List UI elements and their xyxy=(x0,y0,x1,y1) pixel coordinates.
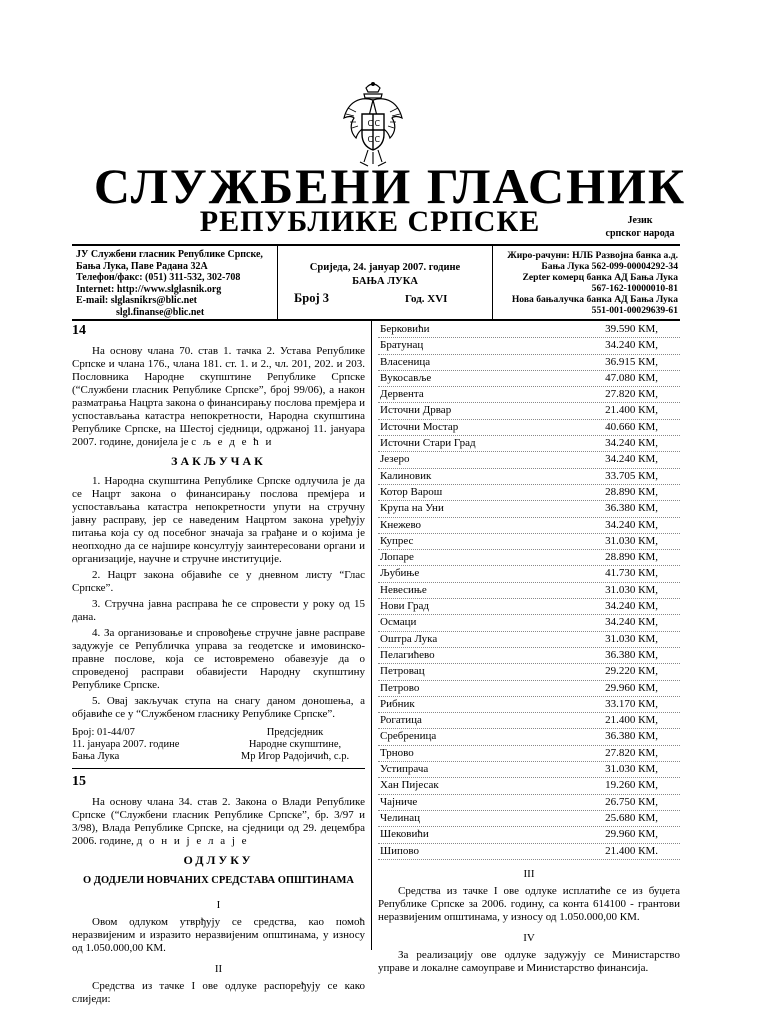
publisher-name: ЈУ Службени гласник Републике Српске, xyxy=(76,249,263,260)
municipality-amount: 27.820 КМ, xyxy=(605,388,658,401)
municipality-row xyxy=(378,534,680,550)
municipality-row xyxy=(378,550,680,566)
right-column xyxy=(378,322,680,978)
municipality-amount: 41.730 КМ, xyxy=(605,567,658,580)
doc15-section-4-number: IV xyxy=(523,931,535,944)
municipality-name: Трново xyxy=(380,746,414,759)
municipality-row xyxy=(378,387,680,403)
municipality-amount: 34.240 КМ, xyxy=(605,518,658,531)
municipality-name: Источни Дрвар xyxy=(380,404,452,417)
municipality-name: Невесиње xyxy=(380,583,427,596)
municipality-amount: 28.890 КМ, xyxy=(605,551,658,564)
doc15-section-4: За реализацију ове одлуке задужују се Министарство управе и локалне самоуправе и Министарство финансија. xyxy=(378,948,680,974)
publisher-email[interactable]: E-mail: slglasnikrs@blic.net xyxy=(76,295,197,306)
municipality-amount: 29.960 КМ, xyxy=(605,828,658,841)
municipality-amount: 26.750 КМ, xyxy=(605,795,658,808)
municipality-amount: 34.240 КМ, xyxy=(605,453,658,466)
municipality-name: Вукосавље xyxy=(380,371,432,384)
language-note xyxy=(590,214,690,240)
info-divider-left xyxy=(277,246,278,319)
municipality-amount: 31.030 КМ, xyxy=(605,534,658,547)
publisher-website[interactable]: Internet: http://www.slglasnik.org xyxy=(76,283,222,295)
municipality-row xyxy=(378,844,680,860)
issue-date: Сриједа, 24. јануар 2007. године xyxy=(309,262,461,273)
municipality-row xyxy=(378,322,680,338)
municipality-row xyxy=(378,648,680,664)
municipality-name: Источни Стари Град xyxy=(380,437,476,450)
municipality-name: Дервента xyxy=(380,388,424,401)
municipality-amount: 31.030 КМ, xyxy=(605,583,658,596)
doc15-section-1-number: I xyxy=(216,899,221,911)
municipality-name: Берковићи xyxy=(380,323,430,335)
municipality-name: Братунац xyxy=(380,339,424,352)
municipality-amount: 19.260 КМ, xyxy=(605,779,658,792)
municipality-row xyxy=(378,664,680,680)
municipality-name: Крупа на Уни xyxy=(380,502,444,515)
municipality-name: Шипово xyxy=(380,844,419,857)
municipality-name: Љубиње xyxy=(380,567,420,580)
doc15-section-2-number: II xyxy=(214,963,223,975)
svg-text:С: С xyxy=(367,119,374,128)
municipality-amount: 34.240 КМ, xyxy=(605,437,658,450)
municipality-allocation-list xyxy=(378,322,680,860)
municipality-row xyxy=(378,762,680,778)
doc14-heading: ЗАКЉУЧАК xyxy=(171,454,266,468)
signatory-body: Народне скупштине, xyxy=(248,739,342,750)
municipality-name: Власеница xyxy=(380,355,431,368)
bank-account-line: 567-162-10000010-81 xyxy=(591,283,678,294)
gazette-title: СЛУЖБЕНИ ГЛАСНИК xyxy=(93,158,687,214)
municipality-amount: 25.680 КМ, xyxy=(605,811,658,824)
municipality-name: Језеро xyxy=(380,453,410,466)
doc14-point-2: 2. Нацрт закона објавиће се у дневном листу “Глас Српске”. xyxy=(72,569,365,594)
doc15-subheading: О ДОДЈЕЛИ НОВЧАНИХ СРЕДСТАВА ОПШТИНАМА xyxy=(83,875,354,886)
municipality-name: Котор Варош xyxy=(380,485,443,498)
municipality-name: Петровац xyxy=(380,665,425,678)
municipality-amount: 40.660 КМ, xyxy=(605,420,658,433)
publisher-phone: Телефон/факс: (051) 311-532, 302-708 xyxy=(76,272,241,283)
municipality-row xyxy=(378,729,680,745)
doc15-intro-tail: д о н и ј е л а ј е xyxy=(136,835,249,847)
bank-accounts xyxy=(478,250,678,316)
doc14-point-1: 1. Народна скупштина Републике Српске одлучила је да се Нацрт закона о финансирању послова премјера и успостављања катастра непокретности упути на стручну јавну расправу, јер се наведеним Нацртом закона уређују питања која су од посебног значаја за грађане и о којима је неопходно да се најшире консултују заинтересовани органи и организације, научне и стручне институције. xyxy=(72,475,365,565)
municipality-row xyxy=(378,827,680,843)
svg-text:С: С xyxy=(374,135,381,144)
municipality-row xyxy=(378,632,680,648)
coat-of-arms-emblem xyxy=(340,78,406,170)
municipality-amount: 29.960 КМ, xyxy=(605,681,658,694)
municipality-name: Сребреница xyxy=(380,730,437,743)
municipality-row xyxy=(378,436,680,452)
municipality-name: Шековићи xyxy=(380,828,429,841)
municipality-row xyxy=(378,501,680,517)
doc14-intro-tail: с љ е д е ћ и xyxy=(191,436,274,448)
municipality-name: Хан Пијесак xyxy=(380,779,439,792)
doc14-intro-text: На основу члана 70. став 1. тачка 2. Устава Републике Српске и члана 176., члана 181. ст. 1. и 2., чл. 201, 202. и 203. Пословника Народне скупштине Републике Српске (“Службени гласник Републике Српске”, број 99/06), а након разматрања Нацрта закона о финансирању послова премјера и успостављања катастра непокретности, Народна скупштина Републике Српске, на Шестој сједници, одржаној 11. јануара 2007. године, донијела је xyxy=(72,345,365,448)
section-separator xyxy=(72,768,365,769)
doc15-intro-text: На основу члана 34. став 2. Закона о Влади Републике Српске (“Службени гласник Републике Српске”, бр. 3/97 и 3/98), Влада Републике Српске, на сједници од 29. децембра 2006. године, xyxy=(72,796,365,847)
doc14-point-5: 5. Овај закључак ступа на снагу даном доношења, а објавиће се у “Службеном гласнику Републике Српске”. xyxy=(72,695,365,720)
document-number-14: 14 xyxy=(72,323,86,338)
doc14-point-4: 4. За организовање и спровођење стручне јавне расправе задужује се Републичка управа за геодетске и имовинско-правне послове, која се истовремено обавезује да о спроведеној расправи обавијести Народну скупштину Републике Српске. xyxy=(72,627,365,691)
issue-info xyxy=(280,261,490,305)
municipality-amount: 21.400 КМ. xyxy=(605,844,658,857)
municipality-name: Нови Град xyxy=(380,600,429,613)
bank-account-line: Жиро-рачуни: НЛБ Развојна банка а.д. xyxy=(507,250,678,261)
municipality-name: Оштра Лука xyxy=(380,632,438,645)
issue-year: Год. XVI xyxy=(405,293,448,305)
doc15-intro xyxy=(72,796,365,848)
doc15-section-2: Средства из тачке I ове одлуке распоређују се како слиједи: xyxy=(72,980,365,1005)
municipality-row xyxy=(378,355,680,371)
doc14-intro xyxy=(72,345,365,449)
municipality-name: Кнежево xyxy=(380,518,422,531)
municipality-name: Купрес xyxy=(380,534,414,547)
municipality-amount: 47.080 КМ, xyxy=(605,371,658,384)
bank-account-line: Zepter комерц банка АД Бања Лука xyxy=(522,272,678,283)
municipality-amount: 21.400 КМ, xyxy=(605,404,658,417)
municipality-row xyxy=(378,599,680,615)
doc15-section-1: Овом одлуком утврђују се средства, као помоћ неразвијеним и изразито неразвијеним општинама, у износу од 1.050.000,00 КМ. xyxy=(72,916,365,954)
municipality-row xyxy=(378,518,680,534)
bank-account-line: 551-001-00029639-61 xyxy=(591,305,678,316)
municipality-amount: 27.820 КМ, xyxy=(605,746,658,759)
signatory-name: Мр Игор Радојичић, с.р. xyxy=(240,751,350,762)
municipality-row xyxy=(378,615,680,631)
municipality-row xyxy=(378,566,680,582)
column-divider xyxy=(371,320,372,950)
municipality-amount: 36.380 КМ, xyxy=(605,730,658,743)
issue-number: Број 3 xyxy=(294,291,330,305)
svg-text:С: С xyxy=(367,135,374,144)
signatory-title: Предсједник xyxy=(266,727,324,738)
municipality-amount: 36.380 КМ, xyxy=(605,648,658,661)
municipality-row xyxy=(378,795,680,811)
municipality-name: Чајниче xyxy=(380,795,418,808)
municipality-amount: 21.400 КМ, xyxy=(605,714,658,727)
municipality-row xyxy=(378,485,680,501)
doc15-section-3-number: III xyxy=(523,867,535,880)
municipality-row xyxy=(378,371,680,387)
municipality-amount: 36.915 КМ, xyxy=(605,355,658,368)
doc14-reference xyxy=(72,727,212,763)
municipality-amount: 31.030 КМ, xyxy=(605,763,658,776)
doc14-signature-block xyxy=(72,727,365,763)
municipality-row xyxy=(378,713,680,729)
municipality-amount: 34.240 КМ, xyxy=(605,339,658,352)
gazette-subtitle: РЕПУБЛИКЕ СРПСКЕ xyxy=(199,205,541,238)
municipality-row xyxy=(378,452,680,468)
municipality-amount: 33.705 КМ, xyxy=(605,469,658,482)
doc15-section-3: Средства из тачке I ове одлуке исплатиће се из буџета Републике Српске за 2006. годину, са конта 614100 - грантови неразвијеним општинама, у износу од 1.050.000,00 КМ. xyxy=(378,884,680,923)
bank-account-line: Нова бањалучка банка АД Бања Лука xyxy=(511,294,678,305)
doc14-ref-place: Бања Лука xyxy=(72,751,120,762)
municipality-name: Рогатица xyxy=(380,714,422,727)
municipality-name: Рибник xyxy=(380,697,415,710)
bank-account-line: Бања Лука 562-099-00004292-34 xyxy=(541,261,678,272)
municipality-name: Источни Мостар xyxy=(380,420,459,433)
doc15-heading: ОДЛУКУ xyxy=(183,853,254,867)
municipality-amount: 39.590 КМ, xyxy=(605,323,658,335)
municipality-row xyxy=(378,811,680,827)
municipality-amount: 33.170 КМ, xyxy=(605,697,658,710)
masthead-info-bar xyxy=(72,244,680,321)
municipality-name: Калиновик xyxy=(380,469,432,482)
document-number-15: 15 xyxy=(72,774,86,789)
publisher-address: Бања Лука, Паве Радана 32А xyxy=(76,260,208,272)
doc14-signatory xyxy=(225,727,365,763)
municipality-name: Устипрача xyxy=(380,763,429,776)
publisher-contact-info xyxy=(76,249,276,318)
municipality-row xyxy=(378,583,680,599)
language-line-2: српског народа xyxy=(605,228,675,239)
municipality-row xyxy=(378,697,680,713)
municipality-amount: 36.380 КМ, xyxy=(605,502,658,515)
doc14-point-3: 3. Стручна јавна расправа ће се спровести у року од 15 дана. xyxy=(72,598,365,623)
municipality-row xyxy=(378,746,680,762)
municipality-row xyxy=(378,420,680,436)
municipality-name: Осмаци xyxy=(380,616,417,629)
issue-city: БАЊА ЛУКА xyxy=(352,276,418,287)
municipality-amount: 31.030 КМ, xyxy=(605,632,658,645)
municipality-name: Пелагићево xyxy=(380,648,435,661)
doc14-ref-date: 11. јануара 2007. године xyxy=(72,739,180,750)
municipality-row xyxy=(378,681,680,697)
municipality-amount: 34.240 КМ, xyxy=(605,616,658,629)
municipality-amount: 34.240 КМ, xyxy=(605,600,658,613)
municipality-name: Петрово xyxy=(380,681,420,694)
municipality-name: Лопаре xyxy=(380,551,414,564)
svg-text:С: С xyxy=(374,119,381,128)
municipality-row xyxy=(378,338,680,354)
municipality-row xyxy=(378,403,680,419)
doc14-ref-number: Број: 01-44/07 xyxy=(72,727,135,738)
municipality-amount: 28.890 КМ, xyxy=(605,485,658,498)
municipality-amount: 29.220 КМ, xyxy=(605,665,658,678)
language-line-1: Језик xyxy=(627,215,653,226)
municipality-name: Челинац xyxy=(380,811,421,824)
municipality-row xyxy=(378,778,680,794)
left-column xyxy=(72,322,365,1009)
publisher-email-finance[interactable]: slgl.finanse@blic.net xyxy=(116,306,205,318)
municipality-row xyxy=(378,469,680,485)
